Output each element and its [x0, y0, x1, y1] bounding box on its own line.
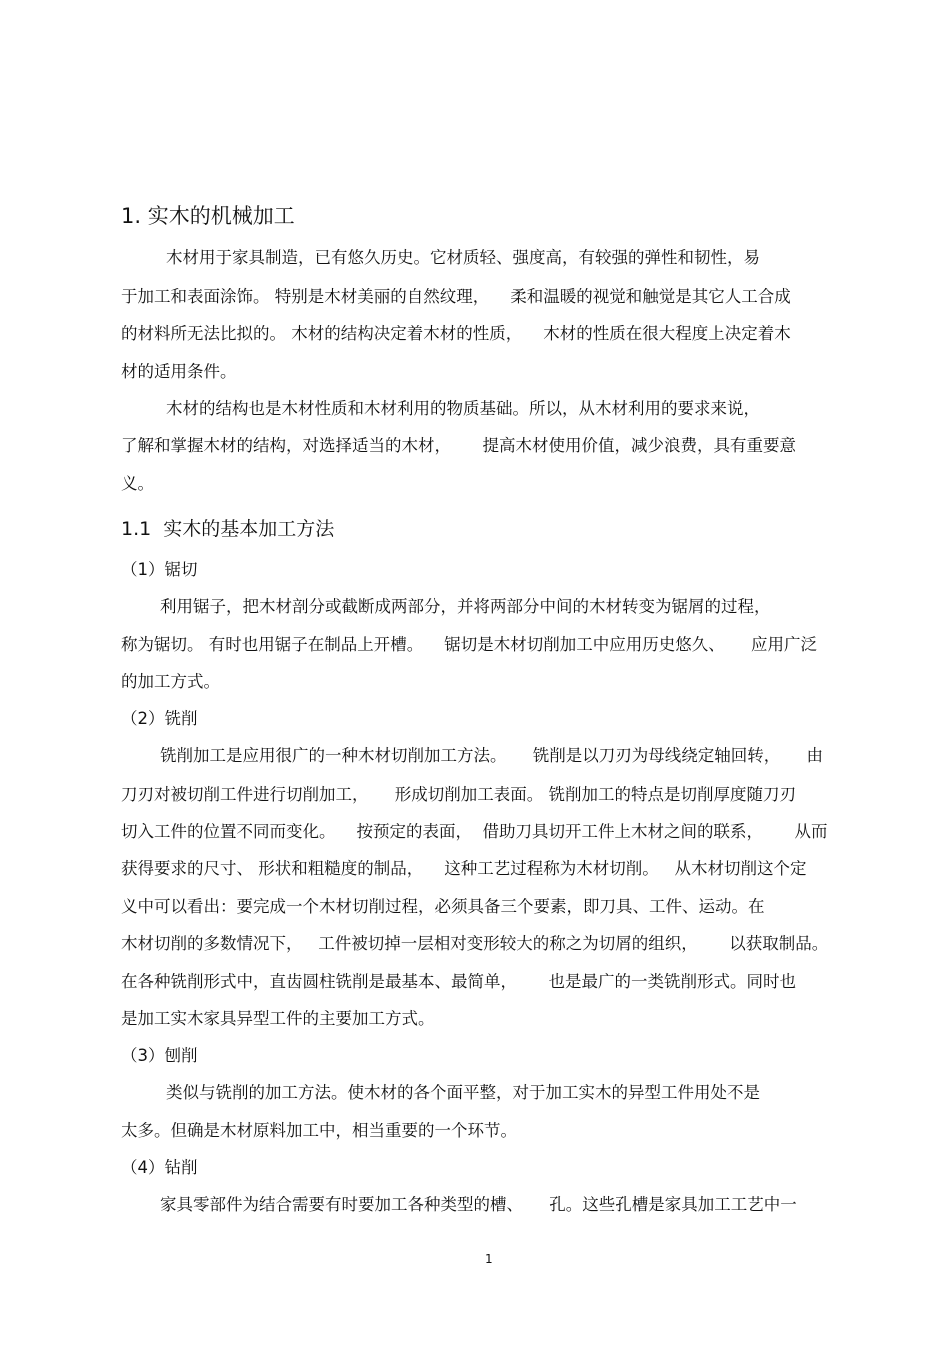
- paragraph-line: 是加工实木家具异型工件的主要加工方式。: [121, 1009, 435, 1028]
- paragraph-line: 义。: [121, 474, 154, 493]
- section-heading-2: 1.1 实木的基本加工方法: [121, 518, 335, 540]
- paragraph-line: 刀刃对被切削工件进行切削加工， 形成切削加工表面。 铣削加工的特点是切削厚度随刀刃: [121, 785, 796, 804]
- section-heading-1: 1. 实木的机械加工: [121, 204, 295, 228]
- paragraph-line: 材的适用条件。: [121, 362, 237, 381]
- paragraph-line: 了解和掌握木材的结构，对选择适当的木材， 提高木材使用价值，减少浪费，具有重要意: [121, 436, 796, 455]
- paragraph-line: 木材切削的多数情况下， 工件被切掉一层相对变形较大的称之为切屑的组织， 以获取制品。: [121, 934, 829, 953]
- paragraph-line: 称为锯切。 有时也用锯子在制品上开槽。 锯切是木材切削加工中应用历史悠久、 应用广泛: [121, 635, 817, 654]
- subsection-title: （1）锯切: [121, 560, 198, 579]
- subsection-title: （3）刨削: [121, 1046, 198, 1065]
- paragraph-line: 获得要求的尺寸、 形状和粗糙度的制品， 这种工艺过程称为木材切削。 从木材切削这个定: [121, 859, 807, 878]
- subsection-title: （2）铣削: [121, 709, 198, 728]
- paragraph-line: 切入工件的位置不同而变化。 按预定的表面， 借助刀具切开工件上木材之间的联系， 从而: [121, 822, 828, 841]
- paragraph-line: 木材用于家具制造，已有悠久历史。它材质轻、强度高，有较强的弹性和韧性，易: [166, 248, 760, 267]
- paragraph-line: 木材的结构也是木材性质和木材利用的物质基础。所以，从木材利用的要求来说，: [166, 399, 760, 418]
- paragraph-line: 在各种铣削形式中，直齿圆柱铣削是最基本、最简单， 也是最广的一类铣削形式。同时也: [121, 972, 796, 991]
- page-number: 1: [485, 1252, 493, 1266]
- paragraph-line: 的加工方式。: [121, 672, 220, 691]
- paragraph-line: 的材料所无法比拟的。 木材的结构决定着木材的性质， 木材的性质在很大程度上决定着木: [121, 324, 791, 343]
- paragraph-line: 类似与铣削的加工方法。使木材的各个面平整，对于加工实木的异型工件用处不是: [166, 1083, 760, 1102]
- paragraph-line: 于加工和表面涂饰。 特别是木材美丽的自然纹理， 柔和温暖的视觉和触觉是其它人工合成: [121, 287, 791, 306]
- subsection-title: （4）钻削: [121, 1158, 198, 1177]
- paragraph-line: 义中可以看出：要完成一个木材切削过程，必须具备三个要素，即刀具、工件、运动。在: [121, 897, 765, 916]
- paragraph-line: 利用锯子，把木材剖分或截断成两部分，并将两部分中间的木材转变为锯屑的过程，: [160, 597, 771, 616]
- paragraph-line: 太多。但确是木材原料加工中，相当重要的一个环节。: [121, 1121, 517, 1140]
- paragraph-line: 铣削加工是应用很广的一种木材切削加工方法。 铣削是以刀刃为母线绕定轴回转， 由: [160, 746, 823, 765]
- paragraph-line: 家具零部件为结合需要有时要加工各种类型的槽、 孔。这些孔槽是家具加工工艺中一: [160, 1195, 797, 1214]
